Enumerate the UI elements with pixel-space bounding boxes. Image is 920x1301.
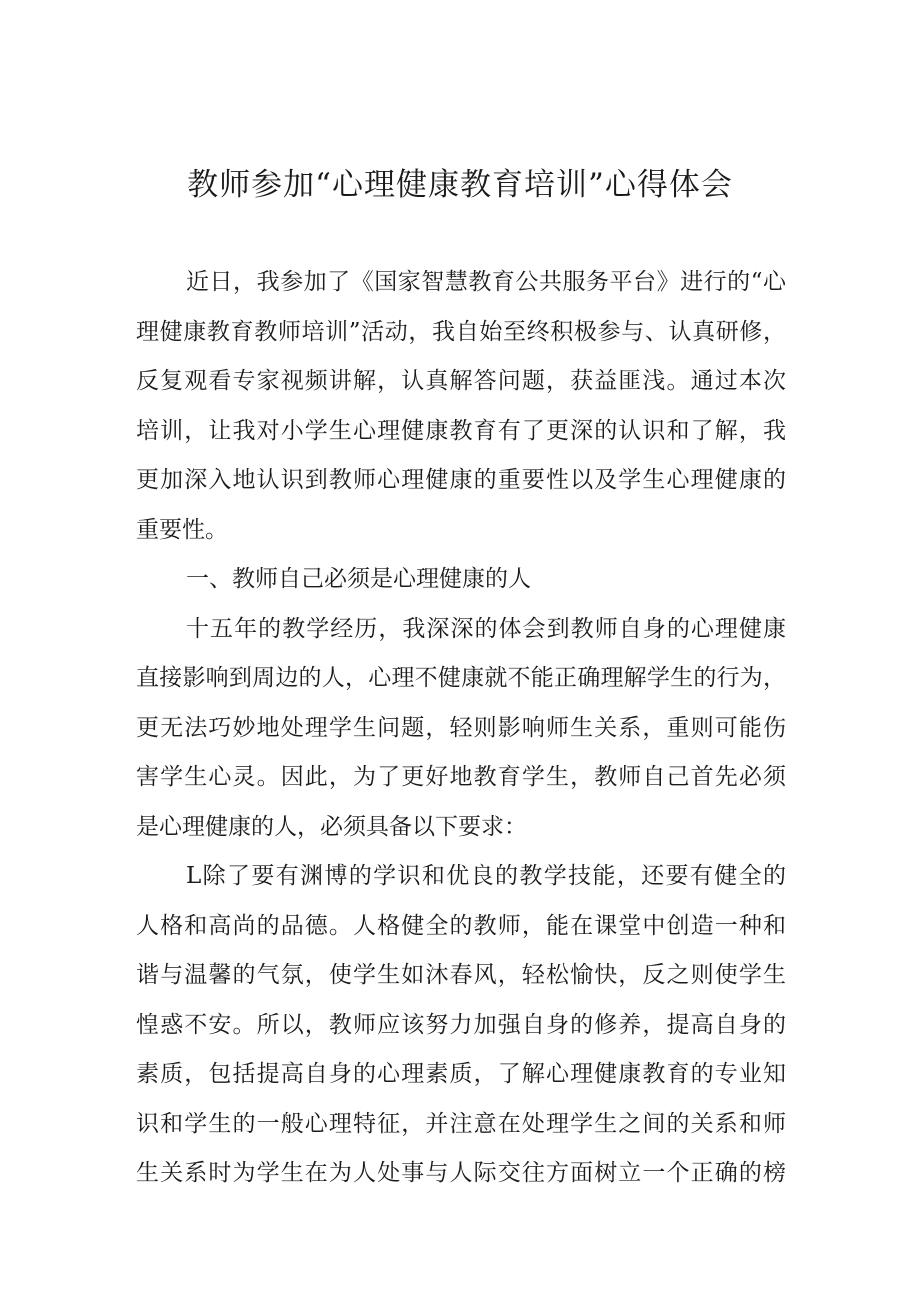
body-text-line: 更加深入地认识到教师心理健康的重要性以及学生心理健康的 [136, 467, 786, 493]
body-text-line: 重要性。 [136, 516, 228, 543]
body-text-line: 反复观看专家视频讲解，认真解答问题，获益匪浅。通过本次 [136, 368, 786, 394]
body-text-line: 惶惑不安。所以，教师应该努力加强自身的修养，提高自身的 [136, 1011, 786, 1038]
body-text-line: 素质，包括提高自身的心理素质，了解心理健康教育的专业知 [136, 1061, 786, 1087]
body-text-line: 是心理健康的人，必须具备以下要求： [136, 813, 527, 840]
body-text-line: 十五年的教学经历，我深深的体会到教师自身的心理健康 [186, 615, 786, 642]
body-text-line: 一、教师自己必须是心理健康的人 [186, 566, 531, 592]
body-text-line: 人格和高尚的品德。人格健全的教师，能在课堂中创造一种和 [136, 912, 786, 939]
body-text-line: 直接影响到周边的人，心理不健康就不能正确理解学生的行为， [136, 665, 786, 691]
body-text-line: 害学生心灵。因此，为了更好地教育学生，教师自己首先必须 [136, 764, 786, 790]
body-text-line: 理健康教育教师培训”活动，我自始至终积极参与、认真研修， [136, 318, 786, 345]
body-text-line: 生关系时为学生在为人处事与人际交往方面树立一个正确的榜 [136, 1160, 786, 1186]
body-text-line: 谐与温馨的气氛，使学生如沐春风，轻松愉快，反之则使学生 [136, 962, 786, 988]
body-text-line: 近日，我参加了《国家智慧教育公共服务平台》进行的“心 [186, 269, 786, 295]
body-text-line: 识和学生的一般心理特征，并注意在处理学生之间的关系和师 [136, 1110, 786, 1137]
body-text-line: 更无法巧妙地处理学生问题，轻则影响师生关系，重则可能伤 [136, 714, 786, 741]
body-text-line: L除了要有渊博的学识和优良的教学技能，还要有健全的 [186, 863, 786, 889]
body-text-line: 培训，让我对小学生心理健康教育有了更深的认识和了解，我 [136, 417, 786, 444]
document-title: 教师参加“心理健康教育培训”心得体会 [187, 167, 733, 203]
